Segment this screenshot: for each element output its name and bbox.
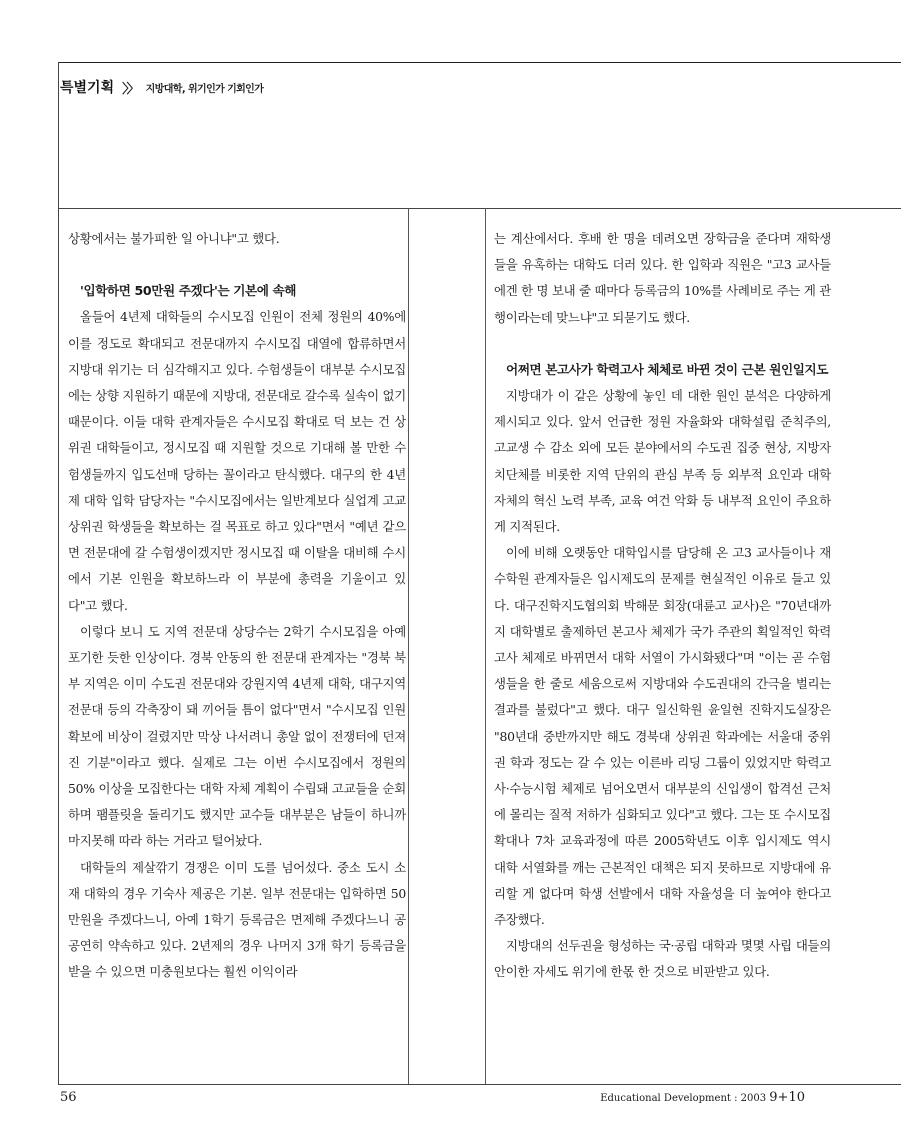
paragraph: 지방대의 선두권을 형성하는 국·공립 대학과 몇몇 사립 대들의 안이한 자세도 위기에 한몫 한 것으로 비판받고 있다. bbox=[494, 938, 831, 980]
section-topic: 지방대학, 위기인가 기회인가 bbox=[145, 83, 264, 95]
top-rule bbox=[58, 62, 901, 63]
right-column bbox=[494, 226, 831, 986]
publication-footer bbox=[600, 1090, 805, 1105]
publication-name: Educational Development : 2003 bbox=[600, 1093, 767, 1104]
subheading: '입학하면 50만원 주겠다'는 기본에 속해 bbox=[80, 283, 297, 299]
paragraph: 이렇다 보니 도 지역 전문대 상당수는 2학기 수시모집을 아예 포기한 듯한 인상이다. 경북 안동의 한 전문대 관계자는 "경북 북부 지역은 이미 수도권 전문대와 강원지역 4년제 대학, 대구지역 전문대 등의 각축장이 돼 끼어들 틈이 없다"면서 "수시모집 인원 확보에 비상이 걸렸지만 막상 나서려니 총알 없이 전쟁터에 던져진 기분"이라고 했다. 실제로 그는 이번 수시모집에서 정원의 50% 이상을 모집한다는 대학 자체 계획이 수립돼 고교들을 순회하며 팸플릿을 돌리기도 했지만 교수들 대부분은 남들이 하니까 마지못해 따라 하는 거라고 털어놨다. bbox=[68, 623, 406, 849]
section-label: 특별기획 bbox=[60, 80, 115, 96]
bottom-rule bbox=[58, 1084, 901, 1085]
header-divider bbox=[58, 208, 901, 209]
issue-number: 9+10 bbox=[769, 1090, 805, 1105]
paragraph: 상황에서는 불가피한 일 아니냐"고 했다. bbox=[68, 231, 280, 246]
column-divider-right bbox=[485, 208, 486, 1084]
paragraph: 는 계산에서다. 후배 한 명을 데려오면 장학금을 준다며 재학생들을 유혹하는 대학도 더러 있다. 한 입학과 직원은 "고3 교사들에겐 한 명 보내 줄 때마다 등록금의 10%를 사례비로 주는 게 관행이라는데 맞느냐"고 되묻기도 했다. bbox=[494, 231, 831, 325]
double-chevron-icon: 〉〉 bbox=[122, 81, 138, 97]
paragraph: 대학들의 제살깎기 경쟁은 이미 도를 넘어섰다. 중소 도시 소재 대학의 경우 기숙사 제공은 기본. 일부 전문대는 입학하면 50만원을 주겠다느니, 아예 1학기 등록금은 면제해 주겠다느니 공공연히 약속하고 있다. 2년제의 경우 나머지 3개 학기 등록금을 받을 수 있으면 미충원보다는 훨씬 이익이라 bbox=[68, 859, 406, 980]
subheading: 어쩌면 본고사가 학력고사 체체로 바뀐 것이 근본 원인일지도 bbox=[506, 361, 829, 377]
left-frame-rule bbox=[58, 62, 59, 1084]
paragraph: 올들어 4년제 대학들의 수시모집 인원이 전체 정원의 40%에 이를 정도로 확대되고 전문대까지 수시모집 대열에 합류하면서 지방대 위기는 더 심각해지고 있다. 수험생들이 대부분 수시모집에는 상향 지원하기 때문에 지방대, 전문대로 갈수록 실속이 없기 때문이다. 이들 대학 관계자들은 수시모집 확대로 덕 보는 건 상위권 대학들이고, 정시모집 때 지원할 것으로 기대해 볼 만한 수험생들까지 입도선매 당하는 꼴이라고 탄식했다. 대구의 한 4년제 대학 입학 담당자는 "수시모집에서는 일반계보다 실업계 고교 상위권 학생들을 확보하는 걸 목표로 하고 있다"면서 "예년 같으면 전문대에 갈 수험생이겠지만 정시모집 때 이탈을 대비해 수시에서 기본 인원을 확보하느라 이 부분에 총력을 기울이고 있다"고 했다. bbox=[68, 309, 406, 613]
page-number: 56 bbox=[60, 1090, 77, 1105]
paragraph: 지방대가 이 같은 상황에 놓인 데 대한 원인 분석은 다양하게 제시되고 있다. 앞서 언급한 정원 자율화와 대학설립 준칙주의, 고교생 수 감소 외에 모든 분야에서의 수도권 집중 현상, 지방자치단체를 비롯한 지역 단위의 관심 부족 등 외부적 요인과 대학 자체의 혁신 노력 부족, 교육 여건 악화 등 내부적 요인이 주요하게 지적된다. bbox=[494, 388, 831, 535]
section-header bbox=[60, 76, 263, 98]
paragraph: 이에 비해 오랫동안 대학입시를 담당해 온 고3 교사들이나 재수학원 관계자들은 입시제도의 문제를 현실적인 이유로 들고 있다. 대구진학지도협의회 박해문 회장(대륜고 교사)은 "70년대까지 대학별로 출제하던 본고사 체제가 국가 주관의 획일적인 학력고사 체제로 바뀌면서 대학 서열이 가시화됐다"며 "이는 곧 수험생들을 한 줄로 세움으로써 지방대와 수도권대의 간극을 벌리는 결과를 불렀다"고 했다. 대구 일신학원 윤일현 진학지도실장은 "80년대 중반까지만 해도 경북대 상위권 학과에는 서울대 중위권 학과 정도는 갈 수 있는 이른바 리딩 그룹이 있었지만 학력고사·수능시험 체제로 넘어오면서 대부분의 신입생이 합격선 근처에 몰리는 질적 저하가 심화되고 있다"고 했다. 그는 또 수시모집 확대나 7차 교육과정에 따른 2005학년도 이후 입시제도 역시 대학 서열화를 깨는 근본적인 대책은 되지 못하므로 지방대에 유리할 게 없다며 학생 선발에서 대학 자율성을 더 높여야 한다고 주장했다. bbox=[494, 545, 831, 928]
left-column bbox=[68, 226, 406, 986]
column-divider-left bbox=[408, 208, 409, 1084]
